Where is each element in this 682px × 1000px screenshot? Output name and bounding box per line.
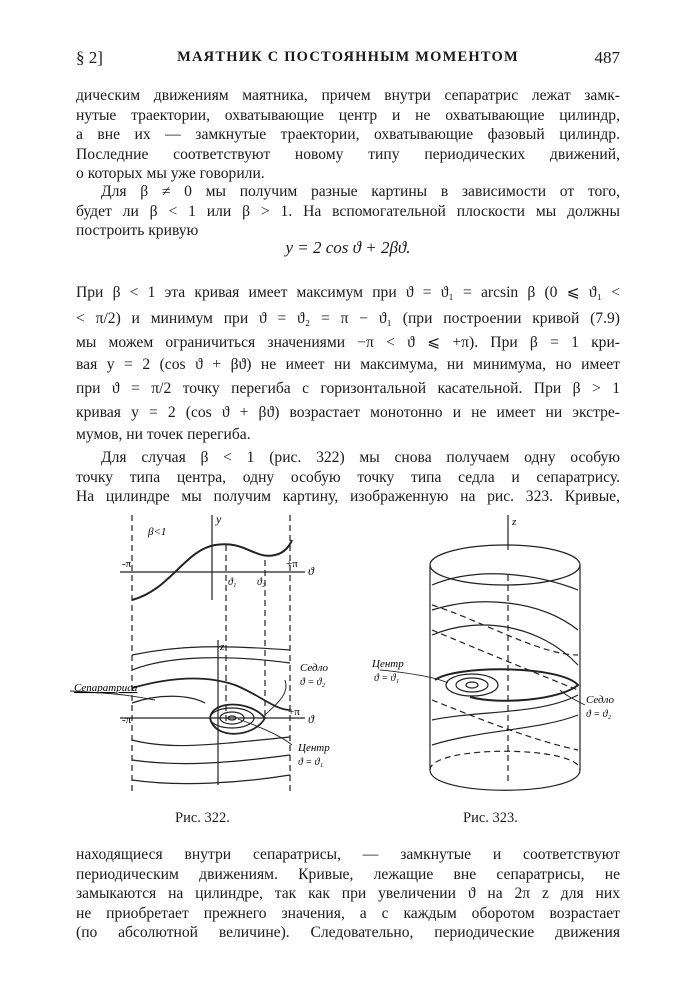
cylinder-bottom	[430, 770, 580, 790]
paragraph-3	[76, 280, 620, 446]
formula-y: y = 2 cos ϑ + 2βϑ.	[285, 238, 411, 257]
figure-323-caption: Рис. 323.	[463, 810, 518, 826]
center-label: Центр	[298, 742, 330, 754]
text-line: На цилиндре мы получим картину, изображенную на рис. 323. Кривые,	[76, 488, 620, 506]
saddle-label-323: Седло	[586, 694, 615, 706]
running-title: МАЯТНИК С ПОСТОЯННЫМ МОМЕНТОМ	[177, 49, 519, 65]
z-axis-label-323: z	[512, 516, 517, 528]
center-equation-323: ϑ = ϑ₁	[374, 673, 400, 684]
text-line: Для случая β < 1 (рис. 322) мы снова получаем одну особую	[101, 449, 620, 466]
text-line: при ϑ = π/2 точку перегиба с горизонтальной касательной. При β > 1	[76, 380, 620, 397]
page-header	[76, 48, 620, 72]
paragraph-5	[76, 845, 620, 943]
theta2-label: ϑ₂	[257, 577, 266, 588]
text-line: < π/2) и минимум при ϑ = ϑ₂ = π − ϑ₁ (при построении кривой (7.9)	[76, 310, 620, 327]
text-line: периодическим движениям. Кривые, лежащие вне сепаратрисы, не	[76, 865, 620, 883]
text-line: При β < 1 эта кривая имеет максимум при ϑ = ϑ₁ = arcsin β (0 ⩽ ϑ₁ <	[76, 284, 620, 301]
text-line: не приобретает прежнего значения, а с каждым оборотом возрастает	[76, 904, 620, 922]
text-line: замыкаются на цилиндре, так как при увеличении ϑ на 2π z для них	[76, 885, 620, 903]
cylinder-top	[430, 545, 580, 585]
text-line: точку типа центра, одну особую точку типа седла и сепаратрису.	[76, 468, 620, 486]
figure-323	[360, 505, 620, 805]
text-line: мы можем ограничиться значениями −π < ϑ ⩽ +π). При β = 1 кри-	[76, 334, 620, 351]
figures	[60, 505, 620, 835]
z-axis-label: z	[220, 641, 225, 653]
text-line: мумов, ни точек перегиба.	[76, 426, 251, 443]
saddle-equation: ϑ = ϑ₂	[300, 677, 326, 688]
minus-pi-label-bottom: -π	[122, 714, 132, 726]
section-number: § 2]	[76, 48, 103, 67]
text-line: находящиеся внутри сепаратрисы, — замкнутые и соответствуют	[76, 846, 620, 863]
saddle-equation-323: ϑ = ϑ₂	[586, 709, 612, 720]
text-line: нутые траектории, охватывающие центр и не охватывающие цилиндр,	[76, 106, 620, 124]
y-axis-label: y	[216, 512, 222, 526]
theta-axis-label-bottom: ϑ	[308, 712, 314, 726]
text-line: а вне их — замкнутые траектории, охватывающие фазовый цилиндр.	[76, 126, 620, 144]
page-number: 487	[594, 48, 620, 67]
text-line: кривая y = 2 (cos ϑ + βϑ) возрастает монотонно и не имеет ни экстре-	[76, 404, 620, 421]
separatrix-curve	[132, 679, 290, 710]
paragraph-1	[76, 86, 620, 184]
figure-322-caption: Рис. 322.	[175, 810, 230, 826]
center-equation: ϑ = ϑ₁	[298, 757, 324, 768]
center-label-323: Центр	[372, 658, 404, 670]
theta-axis-label: ϑ	[308, 564, 314, 578]
minus-pi-label: -π	[122, 558, 132, 570]
text-line: Последние соответствуют новому типу периодических движений,	[76, 145, 620, 163]
plus-pi-label: +π	[286, 558, 298, 570]
theta1-label: ϑ₁	[228, 577, 237, 588]
text-line: вая y = 2 (cos ϑ + βϑ) не имеет ни максимума, ни минимума, но имеет	[76, 356, 620, 373]
text-line: построить кривую	[76, 222, 199, 240]
text-line: дическим движениям маятника, причем внутри сепаратрис лежат замк-	[76, 87, 620, 104]
saddle-label: Седло	[300, 662, 329, 674]
figure-322	[60, 505, 340, 805]
beta-label: β<1	[148, 526, 167, 538]
paragraph-4	[76, 448, 620, 507]
text-line: (по абсолютной величине). Следовательно, периодические движения	[76, 924, 620, 942]
paragraph-2	[76, 182, 620, 241]
text-line: будет ли β < 1 или β > 1. На вспомогательной плоскости мы должны	[76, 202, 620, 220]
text-line: Для β ≠ 0 мы получим разные картины в зависимости от того,	[101, 183, 620, 200]
plus-pi-label-bottom: +π	[288, 706, 300, 718]
separatrix-label: Сепаратриса	[74, 682, 138, 694]
text-line: о которых мы уже говорили.	[76, 165, 265, 183]
